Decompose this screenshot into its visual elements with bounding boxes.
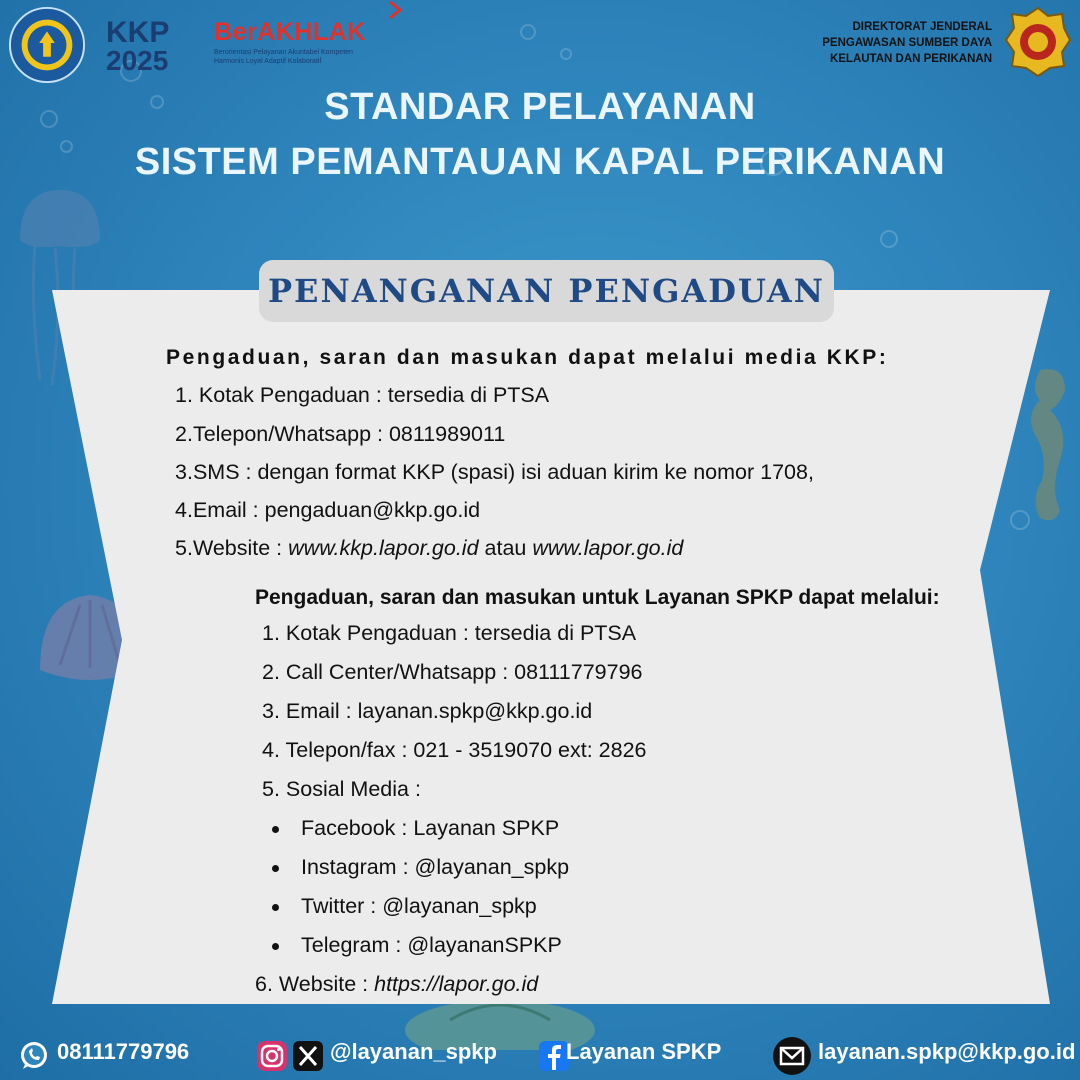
list-item: 4. Telepon/fax : 021 - 3519070 ext: 2826 bbox=[262, 738, 647, 762]
footer-email[interactable]: layanan.spkp@kkp.go.id bbox=[818, 1039, 1076, 1064]
email-icon bbox=[772, 1036, 812, 1076]
website-link-kkp[interactable]: www.kkp.lapor.go.id bbox=[288, 536, 479, 560]
bullet-icon bbox=[272, 943, 279, 950]
list-item: 3. Email : layanan.spkp@kkp.go.id bbox=[262, 699, 593, 723]
list-item: 1. Kotak Pengaduan : tersedia di PTSA bbox=[262, 621, 637, 645]
bullet-icon bbox=[272, 826, 279, 833]
footer-social-handle[interactable]: @layanan_spkp bbox=[330, 1039, 497, 1064]
page-title-line2: SISTEM PEMANTAUAN KAPAL PERIKANAN bbox=[134, 141, 946, 183]
list-item: 5.Website : www.kkp.lapor.go.id atau www.lapor.go.id bbox=[175, 536, 684, 560]
list-item: 2. Call Center/Whatsapp : 08111779796 bbox=[262, 660, 643, 684]
berakhlak-brand: BerAKHLAK bbox=[214, 18, 366, 46]
list-item-website: 6. Website : https://lapor.go.id bbox=[255, 972, 539, 996]
social-item-twitter: Twitter : @layanan_spkp bbox=[301, 894, 537, 918]
kkp-text: KKP bbox=[106, 16, 170, 49]
social-item-facebook: Facebook : Layanan SPKP bbox=[301, 816, 560, 840]
list-item: 3.SMS : dengan format KKP (spasi) isi aduan kirim ke nomor 1708, bbox=[175, 460, 814, 484]
section-label: PENANGANAN PENGADUAN bbox=[259, 260, 834, 322]
list-a-heading: Pengaduan, saran dan masukan dapat melalui media KKP: bbox=[166, 346, 889, 369]
social-item-telegram: Telegram : @layananSPKP bbox=[301, 933, 562, 957]
whatsapp-icon bbox=[18, 1040, 50, 1072]
berakhlak-tagline: Berorientasi Pelayanan Akuntabel Kompeten Harmonis Loyal Adaptif Kolaboratif bbox=[214, 49, 353, 65]
instagram-icon bbox=[256, 1040, 288, 1072]
directorate-name: DIREKTORAT JENDERAL PENGAWASAN SUMBER DAYA KELAUTAN DAN PERIKANAN bbox=[822, 21, 992, 65]
list-item: 2.Telepon/Whatsapp : 0811989011 bbox=[175, 422, 506, 446]
bullet-icon bbox=[272, 865, 279, 872]
footer-whatsapp[interactable]: 08111779796 bbox=[57, 1039, 190, 1064]
x-twitter-icon bbox=[292, 1040, 324, 1072]
social-item-instagram: Instagram : @layanan_spkp bbox=[301, 855, 570, 879]
year-text: 2025 bbox=[106, 45, 169, 74]
list-item: 5. Sosial Media : bbox=[262, 777, 421, 801]
list-b-heading: Pengaduan, saran dan masukan untuk Layanan SPKP dapat melalui: bbox=[255, 586, 940, 609]
bullet-icon bbox=[272, 904, 279, 911]
website-link-lapor[interactable]: www.lapor.go.id bbox=[532, 536, 684, 560]
website-link[interactable]: https://lapor.go.id bbox=[374, 972, 539, 996]
list-item: 1. Kotak Pengaduan : tersedia di PTSA bbox=[175, 383, 550, 407]
footer-facebook[interactable]: Layanan SPKP bbox=[566, 1039, 722, 1064]
page-title-line1: STANDAR PELAYANAN bbox=[324, 86, 756, 128]
list-item: 4.Email : pengaduan@kkp.go.id bbox=[175, 498, 481, 522]
